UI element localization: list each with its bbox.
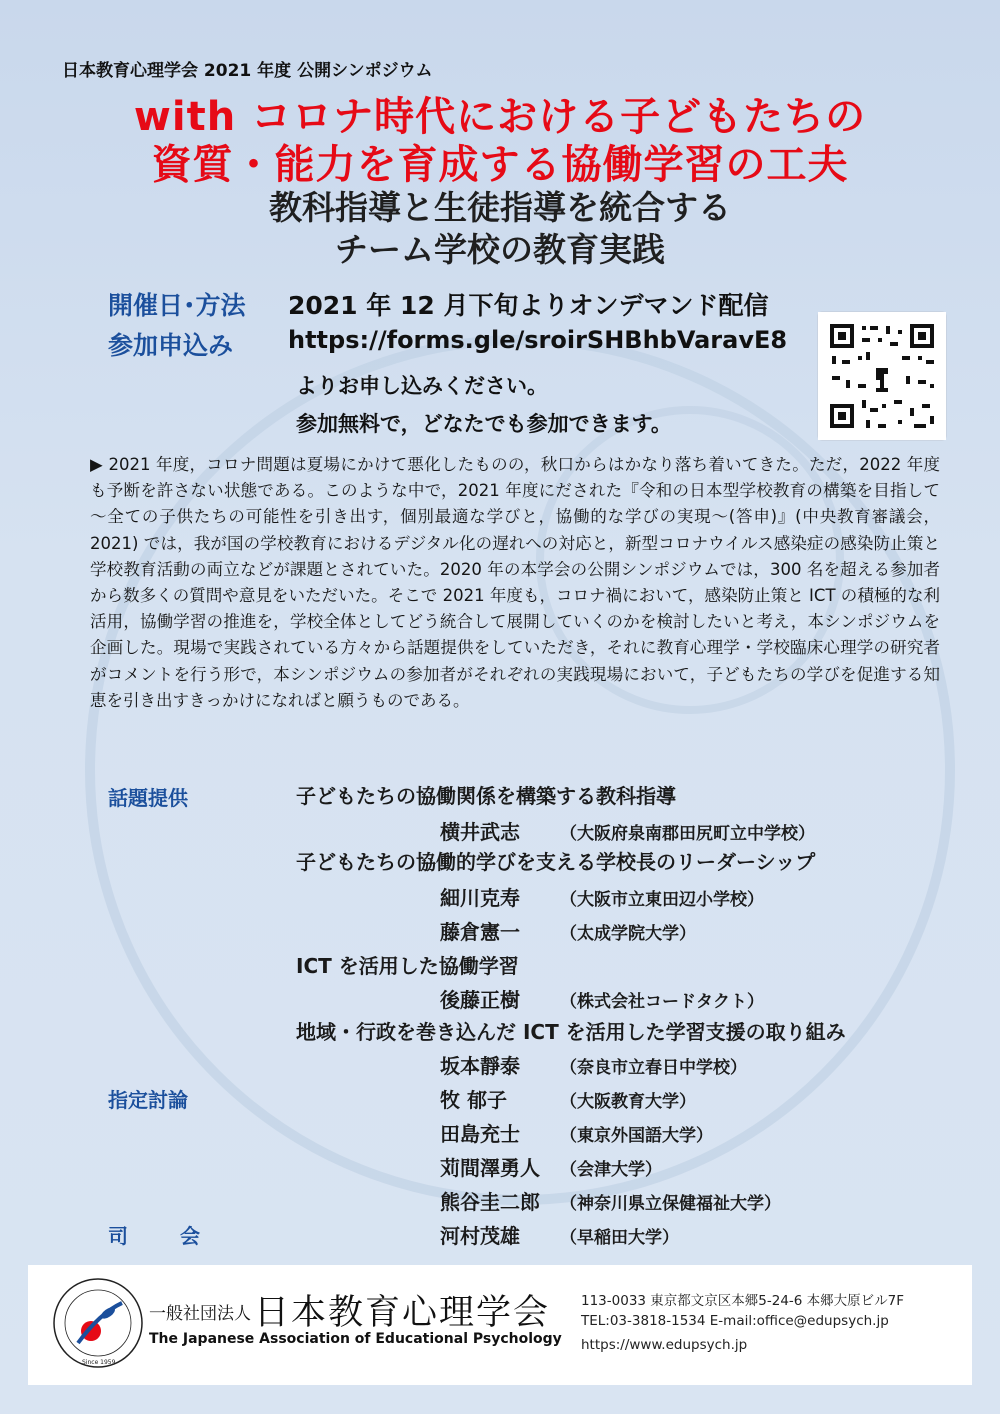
date-label: 開催日･方法 — [108, 291, 246, 320]
presenter-1-affiliation: （大阪府泉南郡田尻町立中学校） — [560, 824, 815, 844]
moderator-name: 河村茂雄 — [440, 1224, 520, 1248]
presenter-5-name: 坂本靜泰 — [440, 1054, 520, 1078]
apply-label: 参加申込み — [108, 331, 234, 360]
footer-panel — [28, 1265, 972, 1385]
moderator-label-second: 会 — [180, 1224, 200, 1248]
presenter-3-affiliation: （太成学院大学） — [560, 924, 696, 944]
apply-url[interactable]: https://forms.gle/sroirSHBhbVaravE8 — [288, 326, 788, 354]
discussants-label: 指定討論 — [108, 1088, 188, 1112]
main-title-line2: 資質・能力を育成する協働学習の工夫 — [151, 142, 849, 188]
association-prefix: 一般社団法人 — [149, 1304, 251, 1324]
presenter-1-name: 横井武志 — [440, 820, 520, 844]
qr-code-icon — [818, 312, 946, 440]
association-name-jp: 日本教育心理学会 — [254, 1293, 551, 1333]
discussant-4-affiliation: （神奈川県立保健福祉大学） — [560, 1194, 781, 1214]
discussant-4-name: 熊谷圭二郎 — [440, 1190, 540, 1214]
discussant-1-affiliation: （大阪教育大学） — [560, 1092, 696, 1112]
subtitle-line1: 教科指導と生徒指導を統合する — [269, 188, 731, 227]
presenter-2-affiliation: （大阪市立東田辺小学校） — [560, 890, 764, 910]
footer-address: 113-0033 東京都文京区本郷5-24-6 本郷大原ビル7F — [581, 1293, 905, 1309]
topic-1: 子どもたちの協働関係を構築する教科指導 — [296, 784, 676, 808]
free-note: 参加無料で，どなたでも参加できます。 — [296, 412, 672, 436]
presenter-5-affiliation: （奈良市立春日中学校） — [560, 1058, 747, 1078]
discussant-3-affiliation: （会津大学） — [560, 1160, 662, 1180]
topic-3: ICT を活用した協働学習 — [296, 954, 519, 978]
topic-2: 子どもたちの協働的学びを支える学校長のリーダーシップ — [296, 850, 816, 874]
qr-code[interactable] — [818, 312, 946, 440]
presenter-2-name: 細川克寿 — [440, 886, 520, 910]
presenter-4-name: 後藤正樹 — [440, 988, 520, 1012]
discussant-2-name: 田島充士 — [440, 1122, 520, 1146]
organizer-line: 日本教育心理学会 2021 年度 公開シンポジウム — [62, 61, 433, 81]
main-title-line1: with コロナ時代における子どもたちの — [133, 94, 867, 140]
footer-contact[interactable]: TEL:03-3818-1534 E-mail:office@edupsych.jp — [581, 1313, 889, 1329]
logo-since-text: Since 1959 — [82, 1359, 116, 1366]
date-value: 2021 年 12 月下旬よりオンデマンド配信 — [288, 291, 769, 320]
footer-website[interactable]: https://www.edupsych.jp — [581, 1337, 748, 1353]
topics-label: 話題提供 — [108, 786, 188, 810]
moderator-label-first: 司 — [108, 1224, 128, 1248]
discussant-1-name: 牧 郁子 — [440, 1088, 507, 1112]
description-paragraph: ▶ 2021 年度，コロナ問題は夏場にかけて悪化したものの，秋口からはかなり落ち着いてきた。ただ，2022 年度も予断を許さない状態である。このような中で，2021 年度にだされた『令和の日本型学校教育の構築を目指して～全ての子供たちの可能性を引き出す，個別最適な学びと，協働的な学びの実現～(答申)』(中央教育審議会，2021) では，我が国の学校教育におけるデジタル化の遅れへの対応と，新型コロナウイルス感染症の感染防止策と学校教育活動の両立などが課題とされていた。2020 年の本学会の公開シンポジウムでは，300 名を超える参加者から数多くの質問や意見をいただいた。そこで 2021 年度も，コロナ禍において，感染防止策と ICT の積極的な利活用，協働学習の推進を，学校全体としてどう統合して展開していくのかを検討したいと考え，本シンポジウムを企画した。現場で実践されている方々から話題提供をしていただき，それに教育心理学・学校臨床心理学の研究者がコメントを行う形で，本シンポジウムの参加者がそれぞれの実践現場において，子どもたちの学びを促進する知恵を引き出すきっかけになればと願うものである。 — [90, 455, 940, 710]
association-name-en: The Japanese Association of Educational Psychology — [149, 1331, 562, 1347]
presenter-4-affiliation: （株式会社コードタクト） — [560, 992, 764, 1012]
discussant-2-affiliation: （東京外国語大学） — [560, 1126, 713, 1146]
subtitle-line2: チーム学校の教育実践 — [335, 230, 665, 269]
apply-note: よりお申し込みください。 — [296, 374, 548, 398]
discussant-3-name: 苅間澤勇人 — [440, 1156, 540, 1180]
topic-4: 地域・行政を巻き込んだ ICT を活用した学習支援の取り組み — [296, 1020, 846, 1044]
moderator-affiliation: （早稲田大学） — [560, 1228, 679, 1248]
presenter-3-name: 藤倉憲一 — [440, 920, 520, 944]
